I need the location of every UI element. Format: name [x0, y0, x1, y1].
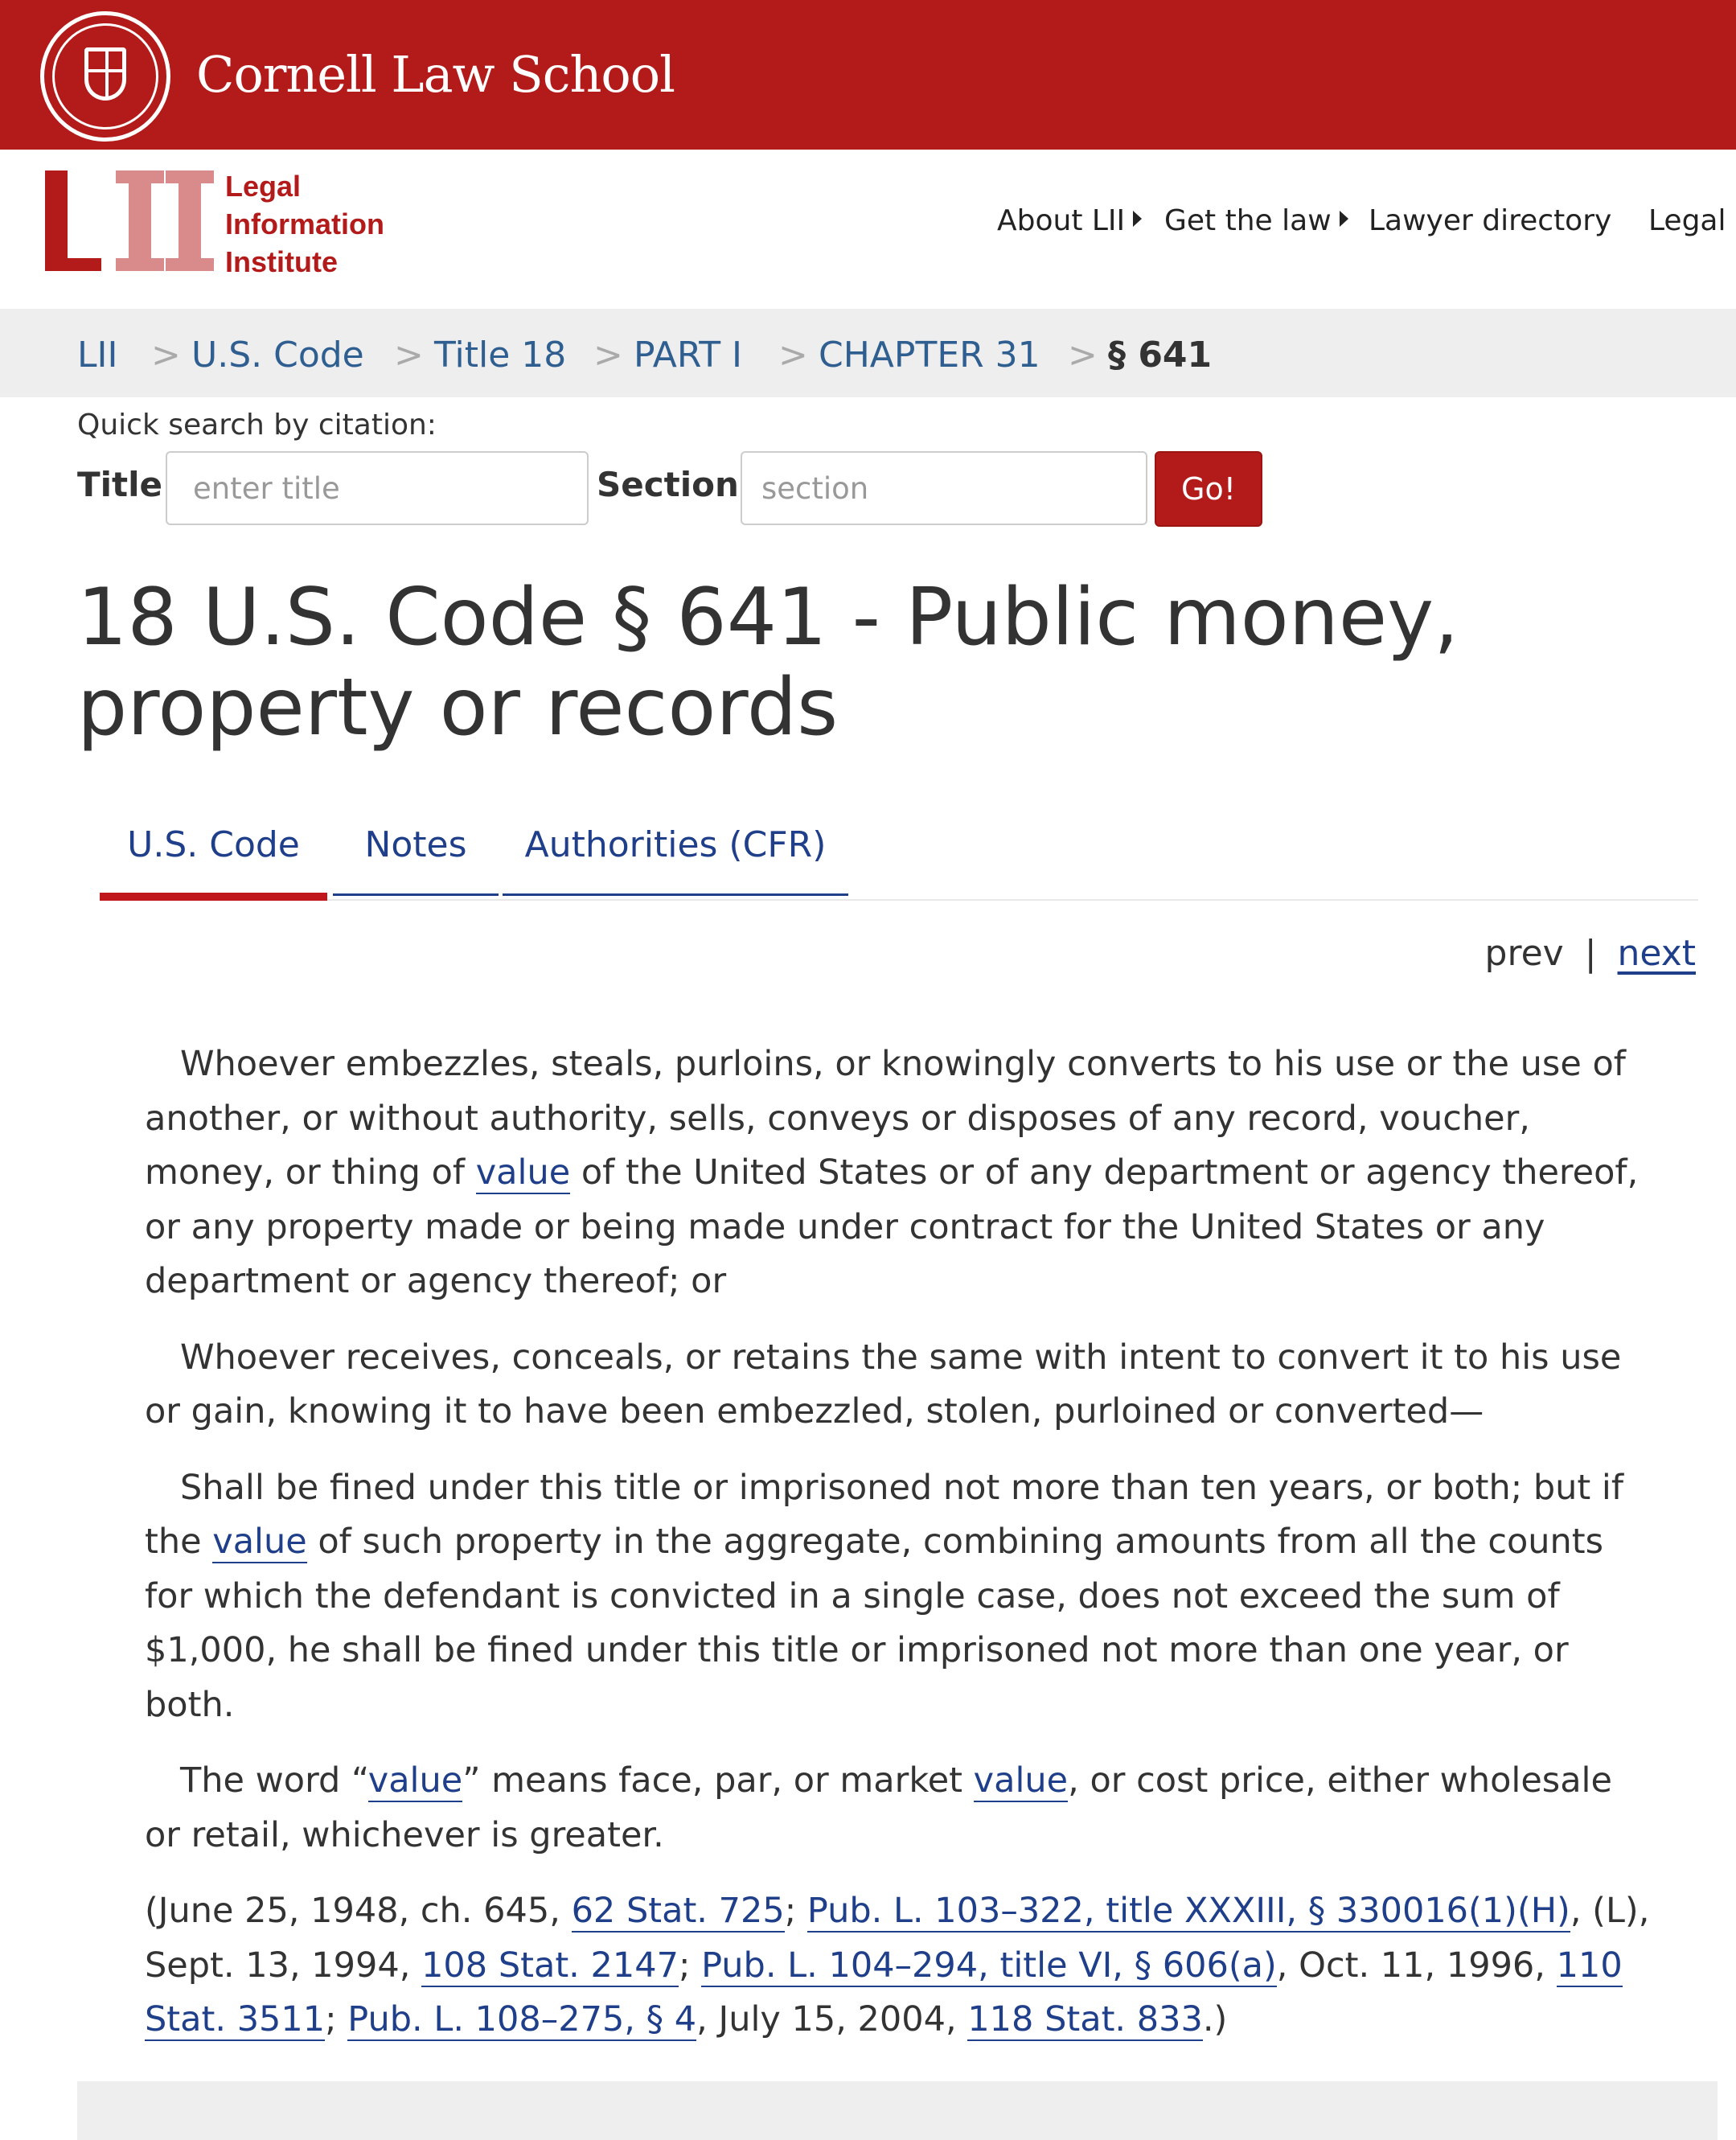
citation-link[interactable]: Pub. L. 103–322, title XXXIII, § 330016(1)(H) [806, 1891, 1570, 1931]
breadcrumb-us-code[interactable]: U.S. Code [191, 335, 364, 376]
statute-paragraph: Shall be fined under this title or imprisoned not more than ten years, or both; but if the value of such property in the aggregate, combining amounts from all the counts for which the defendant is convicted in a single case, does not exceed the sum of $1,000, he shall be fined under this title or imprisoned not more than one year, or both. [145, 1467, 1624, 1725]
breadcrumb [0, 309, 1736, 397]
section-input[interactable] [741, 451, 1147, 525]
breadcrumb-separator: > [1068, 335, 1098, 376]
lii-logo-line: Information [225, 207, 384, 240]
source-credits: (June 25, 1948, ch. 645, 62 Stat. 725; Pub. L. 103–322, title XXXIII, § 330016(1)(H), (L), Sept. 13, 1994, 108 Stat. 2147; Pub. L. 104–294, title VI, § 606(a), Oct. 11, 1996, 110 Stat. 3511; Pub. L. 108–275, § 4, July 15, 2004, 118 Stat. 833.) [145, 1891, 1650, 2039]
nav-get-the-law[interactable]: Get the law [1164, 204, 1348, 237]
nav-about-lii[interactable]: About LII [997, 204, 1142, 237]
definition-link-value[interactable]: value [212, 1522, 307, 1562]
statute-text [145, 1037, 1656, 2069]
breadcrumb-title-18[interactable]: Title 18 [434, 335, 567, 376]
section-tabs [100, 812, 1698, 901]
lii-header [0, 150, 1736, 309]
definition-link-value[interactable]: value [973, 1760, 1069, 1801]
cornell-seal-icon[interactable] [40, 11, 170, 142]
caret-right-icon [1340, 211, 1348, 227]
pager [1485, 933, 1696, 974]
tab-authorities-cfr[interactable]: Authorities (CFR) [503, 812, 848, 896]
prev-link[interactable]: prev [1484, 933, 1564, 974]
breadcrumb-lii[interactable]: LII [77, 335, 118, 376]
citation-link[interactable]: 118 Stat. 833 [967, 1999, 1203, 2039]
nav-lawyer-directory[interactable]: Lawyer directory [1369, 204, 1612, 237]
breadcrumb-separator: > [593, 335, 623, 376]
citation-link[interactable]: Pub. L. 108–275, § 4 [347, 1999, 697, 2039]
breadcrumb-separator: > [778, 335, 808, 376]
title-input[interactable] [166, 451, 589, 525]
section-label: Section [597, 465, 739, 504]
cornell-header [0, 0, 1736, 150]
lii-logo-line: Legal [225, 170, 302, 203]
citation-link[interactable]: 108 Stat. 2147 [421, 1945, 679, 1986]
breadcrumb-part-i[interactable]: PART I [634, 335, 743, 376]
footer-bar [77, 2081, 1718, 2140]
lii-logo[interactable] [42, 170, 203, 271]
citation-link[interactable]: Pub. L. 104–294, title VI, § 606(a) [701, 1945, 1277, 1986]
statute-paragraph: The word “value” means face, par, or market value, or cost price, either wholesale or retail, whichever is greater. [145, 1760, 1612, 1855]
pager-separator: | [1584, 933, 1597, 974]
page-title: 18 U.S. Code § 641 - Public money, property or records [77, 572, 1459, 754]
tab-notes[interactable]: Notes [333, 812, 499, 896]
go-button[interactable]: Go! [1155, 451, 1262, 527]
breadcrumb-separator: > [394, 335, 424, 376]
lii-logo-line: Institute [225, 245, 338, 278]
title-label: Title [77, 465, 163, 504]
breadcrumb-separator: > [151, 335, 181, 376]
cornell-law-school-title[interactable]: Cornell Law School [196, 45, 675, 104]
breadcrumb-chapter-31[interactable]: CHAPTER 31 [819, 335, 1040, 376]
lii-logo-text[interactable] [225, 167, 384, 281]
statute-paragraph: Whoever embezzles, steals, purloins, or knowingly converts to his use or the use of another, or without authority, sells, conveys or disposes of any record, voucher, money, or thing of value of the United States or of any department or agency thereof, or any property made or being made under contract for the United States or any department or agency thereof; or [145, 1044, 1639, 1301]
nav-legal[interactable]: Legal [1648, 204, 1726, 237]
quick-search-label: Quick search by citation: [77, 409, 437, 442]
next-link[interactable]: next [1617, 933, 1696, 974]
citation-link[interactable]: 62 Stat. 725 [571, 1891, 785, 1931]
statute-paragraph: Whoever receives, conceals, or retains the same with intent to convert it to his use or gain, knowing it to have been embezzled, stolen, purloined or converted— [145, 1337, 1622, 1431]
caret-right-icon [1133, 211, 1142, 227]
definition-link-value[interactable]: value [367, 1760, 463, 1801]
tab-us-code[interactable]: U.S. Code [100, 812, 327, 901]
breadcrumb-current: § 641 [1108, 335, 1213, 376]
citation-link[interactable]: 110 Stat. 3511 [145, 1945, 1623, 2039]
definition-link-value[interactable]: value [475, 1152, 571, 1193]
